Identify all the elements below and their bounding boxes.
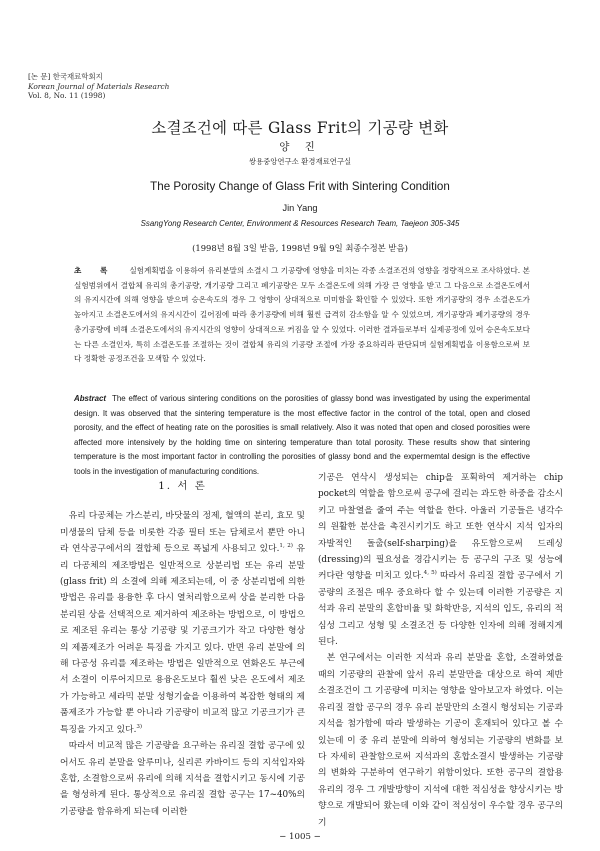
abstract-english xyxy=(74,392,530,480)
author-korean: 양 진 xyxy=(279,141,321,153)
abstract-english-label: Abstract xyxy=(74,394,107,403)
abstract-korean xyxy=(74,264,530,367)
paragraph: 따라서 비교적 많은 기공량을 요구하는 유리질 결합 공구에 있어서도 유리 분말을 알루미나, 실리콘 카바이드 등의 지석입자와 혼합, 소결함으로써 유리에 의해 지석을 결합시키고 동시에 기공을 형성하게 된다. 통상적으로 유리질 결합 공구는 17~40%의 기공량을 함유하게 되는데 이러한 xyxy=(60,741,305,817)
abstract-korean-label: 초 록 xyxy=(74,266,116,275)
paragraph: 본 연구에서는 이러한 지석과 유리 분말을 혼합, 소결하였을 때의 기공량의 관찰에 앞서 유리 분말만을 대상으로 하여 제반 소결조건이 그 기공량에 미치는 영향을 알아보고자 하였다. 이는 유리질 결합 공구의 경우 유리 분말만의 소결시 형성되는 기공과 지석을 첨가함에 따라 발생하는 기공이 혼재되어 있다고 볼 수 있는데 이 중 유리 분말에 의하여 형성되는 기공량의 변화를 보다 자세히 관찰함으로써 지석과의 혼합소결시 발생하는 기공량의 변화와 구분하여 연구하기 위함이었다. 또한 공구의 결합용 유리의 경우 그 개발방향이 지석에 대한 적심성을 향상시키는 방향으로 개발되어 왔는데 이와 같이 적심성이 우수할 경우 공구의 기 xyxy=(318,653,563,828)
affiliation-english: SsangYong Research Center, Environment & Resources Research Team, Taejeon 305-345 xyxy=(140,219,460,228)
paragraph: 유리 다공체는 가스분리, 바닷물의 정제, 혈액의 분리, 효모 및 미생물의 담체 등을 비롯한 각종 필터 또는 담체로서 뿐만 아니라 연삭공구에서의 결합체 등으로 폭넓게 사용되고 있다.$^{1, 2)}$ 유리 다공체의 제조방법은 일반적으로 상분리법 또는 유리 분말 (glass frit) 의 소결에 의해 제조되는데, 이 중 상분리법에 의한 방법은 유리를 용융한 후 다시 열처리함으로써 상을 분리한 다음 분리된 상을 선택적으로 제거하여 제조하는 방법으로, 이 방법으로 제조된 유리는 통상 기공량 및 기공크기가 작고 다양한 형상의 제품제조가 어려운 특징을 가지고 있다. 반면 유리 분말에 의해 다공성 유리를 제조하는 방법은 일반적으로 연화온도 부근에서 소결이 이루어지므로 용융온도보다 훨씬 낮은 온도에서 제조가 가능하고 세라믹 분말 성형기술을 이용하여 복잡한 형태의 제품제조가 가능할 뿐 아니라 기공량이 비교적 많고 기공크기가 큰 특징을 가지고 있다.$^{3)}$ xyxy=(60,511,306,735)
affiliation-korean: 쌍용중앙연구소 환경재료연구실 xyxy=(248,157,352,166)
journal-name-en: Korean Journal of Materials Research xyxy=(28,81,170,91)
title-english: The Porosity Change of Glass Frit with Sintering Condition xyxy=(150,180,450,193)
paragraph: 기공은 연삭시 생성되는 chip을 포획하여 제거하는 chip pocket의 역할을 함으로써 공구에 걸리는 과도한 하중을 감소시키고 마찰열을 줄여 주는 역할을 한다. 아울러 기공들은 냉각수의 원활한 분산을 촉진시키기도 하고 또한 연삭시 지석 입자의 자발적인 돌출(self-sharping)을 유도함으로써 드레싱(dressing)의 필요성을 경감시키는 등 공구의 구조 및 성능에 커다란 영향을 미치고 있다.$^{4, 5)}$ 따라서 유리질 결합 공구에서 기공량의 조절은 매우 중요하다 할 수 있는데 이러한 기공량은 지석과 유리 분말의 혼합비율 및 화학반응, 지석의 입도, 유리의 적심성 그리고 성형 및 소결조건 등 다양한 인자에 의해 정해지게 된다. xyxy=(318,473,563,648)
author-english: Jin Yang xyxy=(282,203,318,213)
received-dates: (1998년 8월 3일 받음, 1998년 9월 9일 최종수정본 받음) xyxy=(192,243,408,253)
title-korean: 소결조건에 따른 Glass Frit의 기공량 변화 xyxy=(151,119,449,137)
abstract-english-text: The effect of various sintering conditions on the porosities of glassy bond was investigated by using the experimental design. It was observed that the sintering temperature is the most effective factor in the control of the total, open and closed porosity, and the effect of heating rate on the porosities is small relatively. Also it was noted that open and closed porosities were affected more intensively by the holding time on sintering temperature than total porosity. These results show that sintering temperature is the most important factor in controlling the porosities of glassy bond and the expermemtal design is the effective tools in the investigation of manufacturing conditions. xyxy=(74,394,530,476)
abstract-korean-text: 실험계획법을 이용하여 유리분말의 소결시 그 기공량에 영향을 미치는 각종 소결조건의 영향을 정량적으로 조사하였다. 본 실험범위에서 결합체 유리의 총기공량, 개기공량 그리고 폐기공량은 모두 소결온도에 의해 가장 큰 영향을 받고 그 다음으로 소결온도에서의 유지시간에 의해 영향을 받으며 승온속도의 경우 그 영향이 상대적으로 미미함을 확인할 수 있었다. 또한 개기공량의 경우 소결온도가 높아지고 소결온도에서의 유지시간이 길어짐에 따라 총기공량에 비해 훨씬 급격히 감소함을 알 수 있었으며, 개기공량과 폐기공량의 경우 총기공량에 비해 소결온도에서의 유지시간의 영향이 상대적으로 커짐을 알 수 있었다. 이러한 결과들로부터 실제공정에 있어 승온속도보다는 다른 소결인자, 특히 소결온도를 조절하는 것이 결합체 유리의 기공량 조절에 가장 중요하리라 판단되며 실험계획법을 이용함으로써 보다 정확한 공정조건을 모색할 수 있었다. xyxy=(74,266,531,364)
journal-category: [논 문] 한국재료학회지 xyxy=(28,72,103,81)
section-heading: 1. 서 론 xyxy=(158,480,207,492)
right-column xyxy=(318,470,563,831)
journal-header xyxy=(28,72,169,101)
journal-volume: Vol. 8, No. 11 (1998) xyxy=(28,91,106,101)
citation: 1, 2) xyxy=(279,543,293,550)
page-number: − 1005 − xyxy=(279,832,321,842)
citation: 3) xyxy=(136,723,143,730)
left-column xyxy=(60,470,305,820)
citation: 4, 5) xyxy=(423,570,437,577)
